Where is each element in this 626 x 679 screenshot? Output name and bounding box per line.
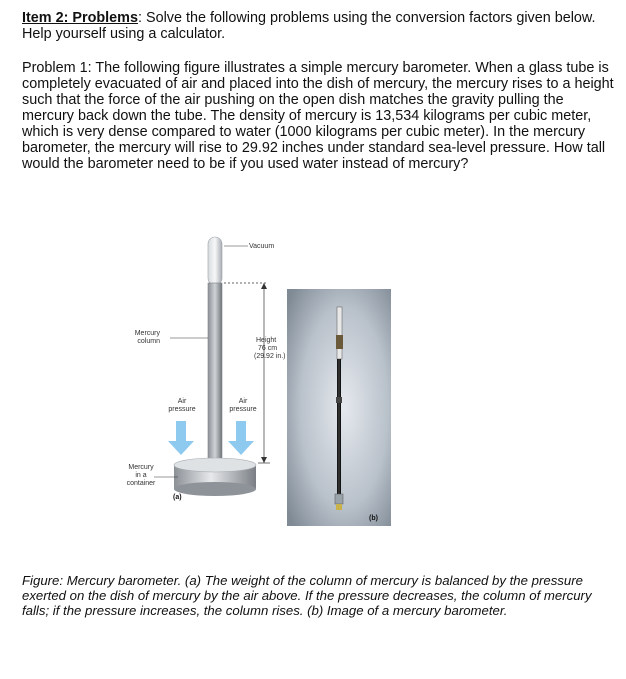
air-pressure-label-right: Air: [238, 398, 248, 405]
height-label: Height: [256, 337, 277, 344]
problem-text: Problem 1: The following figure illustrates a simple mercury barometer. When a glass tube is completely evacuated of air and placed into the dish of mercury, the mercury rises to a height such that the force of the air pushing on the open dish matches the gravity pulling the mercury back down the tube. The density of mercury is 13,534 kilograms per cubic meter, which is very dense compared to water (1000 kilograms per cubic meter). In the mercury barometer, the mercury will rise to 29.92 inches under standard sea-level pressure. How tall would the barometer need to be if you used water instead of mercury?: [22, 60, 614, 172]
item-heading: [22, 10, 612, 42]
figure-caption: Figure: Mercury barometer. (a) The weight of the column of mercury is balanced by the pressure exerted on the dish of mercury by the air above. If the pressure decreases, the column of mercury falls; if the pressure increases, the column rises. (b) Image of a mercury barometer.: [22, 573, 592, 618]
panel-a-label: (a): [173, 494, 182, 501]
air-pressure-arrow-left: [168, 421, 194, 455]
air-pressure-label-right-2: pressure: [229, 406, 257, 413]
mercury-column-label: Mercury: [134, 330, 160, 337]
container-label: Mercury: [128, 464, 154, 471]
glass-tube: [208, 237, 222, 473]
mercury-column-label-2: column: [137, 338, 160, 345]
height-indicator: [224, 283, 270, 463]
vacuum-label: Vacuum: [249, 243, 275, 250]
container-label-3: container: [126, 480, 156, 487]
air-pressure-label-left-2: pressure: [168, 406, 196, 413]
item-heading-label: Item 2: Problems: [22, 10, 138, 26]
panel-b-label: (b): [369, 515, 378, 522]
height-value: 76 cm: [258, 345, 278, 352]
mercury-column: [208, 283, 222, 473]
item-heading-text: : Solve the following problems using the conversion factors given below. Help yourself using a calculator.: [22, 10, 596, 42]
air-pressure-arrow-right: [228, 421, 254, 455]
air-pressure-label-left: Air: [177, 398, 187, 405]
barometer-photo: [287, 289, 391, 526]
barometer-diagram: [118, 225, 298, 505]
height-value-inches: (29.92 in.): [254, 353, 286, 360]
mercury-dish: [174, 458, 256, 496]
container-label-2: in a: [135, 472, 147, 479]
